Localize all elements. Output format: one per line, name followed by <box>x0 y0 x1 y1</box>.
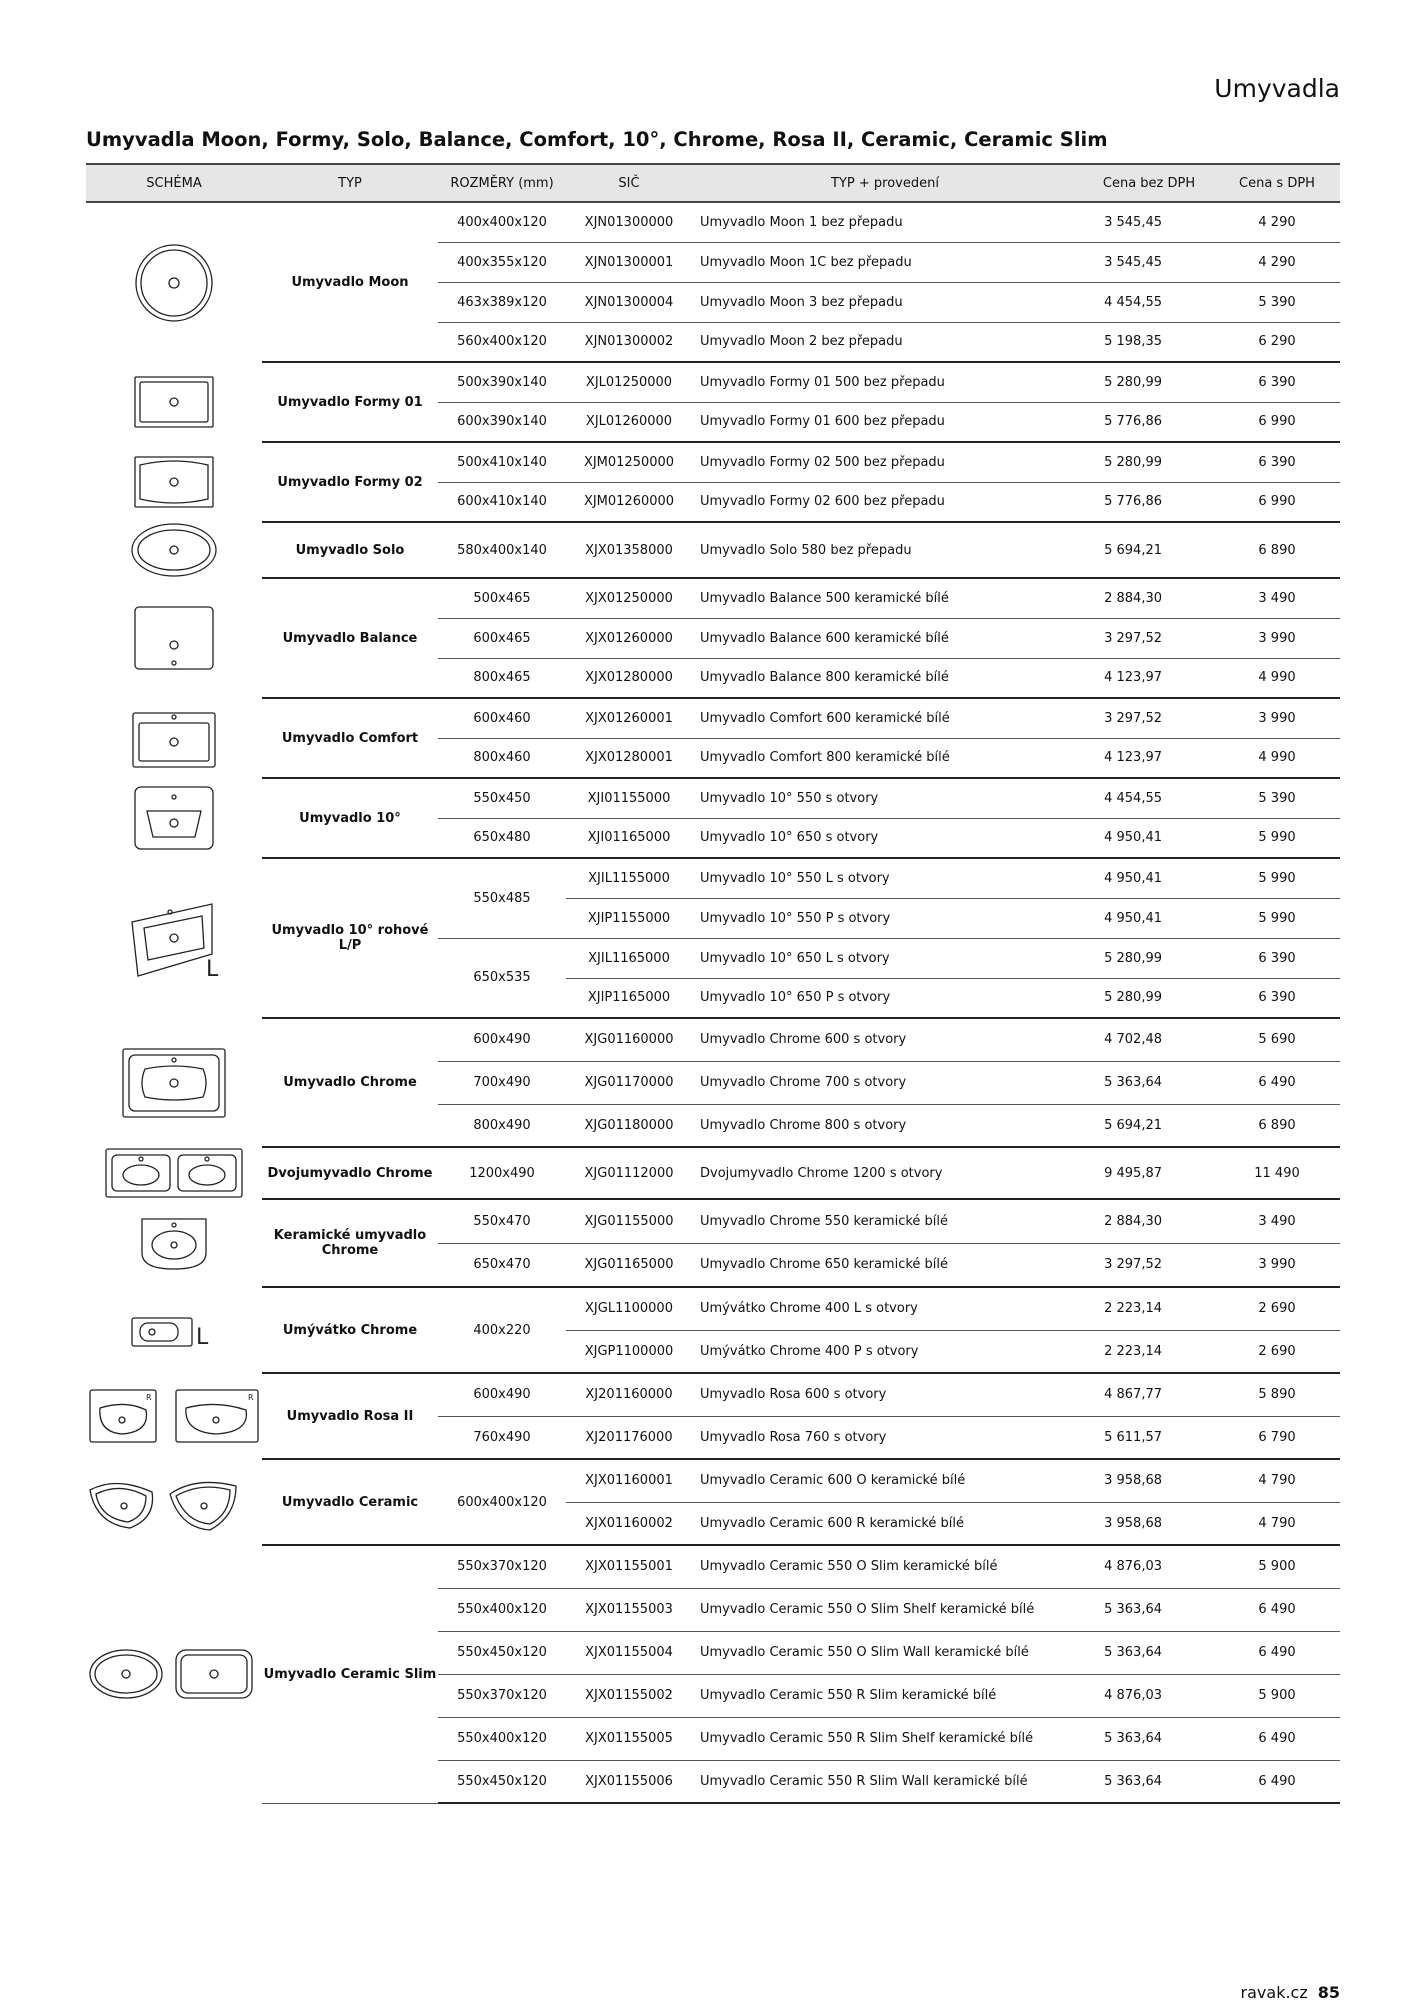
typ-cell: Umyvadlo Solo <box>262 522 438 578</box>
price-with-vat: 6 890 <box>1214 522 1340 578</box>
desc-cell: Umyvadlo Chrome 800 s otvory <box>692 1104 1084 1147</box>
price-without-vat: 5 363,64 <box>1084 1760 1214 1803</box>
price-with-vat: 4 990 <box>1214 658 1340 698</box>
sic-cell: XJX01160001 <box>566 1459 692 1502</box>
schema-cell <box>86 578 262 698</box>
footer <box>1241 1983 1340 2002</box>
price-with-vat: 5 390 <box>1214 282 1340 322</box>
desc-cell: Umyvadlo 10° 650 P s otvory <box>692 978 1084 1018</box>
desc-cell: Umyvadlo Ceramic 600 R keramické bílé <box>692 1502 1084 1545</box>
typ-cell: Umyvadlo 10° rohové L/P <box>262 858 438 1018</box>
sic-cell: XJG01160000 <box>566 1018 692 1061</box>
table-row <box>86 522 1340 578</box>
price-without-vat: 5 198,35 <box>1084 322 1214 362</box>
sic-cell: XJN01300000 <box>566 202 692 242</box>
sic-cell: XJGP1100000 <box>566 1330 692 1373</box>
desc-cell: Umyvadlo Chrome 700 s otvory <box>692 1061 1084 1104</box>
typ-cell: Umyvadlo Formy 02 <box>262 442 438 522</box>
rozmery-cell: 550x370x120 <box>438 1674 566 1717</box>
price-without-vat: 3 958,68 <box>1084 1502 1214 1545</box>
price-with-vat: 5 990 <box>1214 818 1340 858</box>
rozmery-cell: 550x470 <box>438 1199 566 1243</box>
desc-cell: Umyvadlo Comfort 800 keramické bílé <box>692 738 1084 778</box>
side-letter: R <box>248 1393 254 1402</box>
page-number: 85 <box>1317 1983 1340 2002</box>
schema-cell <box>86 1373 262 1459</box>
sink-schema-icon <box>129 243 219 323</box>
schema-cell <box>86 442 262 522</box>
desc-cell: Umyvadlo Balance 800 keramické bílé <box>692 658 1084 698</box>
rozmery-cell: 560x400x120 <box>438 322 566 362</box>
sic-cell: XJIP1155000 <box>566 898 692 938</box>
desc-cell: Umyvadlo Chrome 550 keramické bílé <box>692 1199 1084 1243</box>
sic-cell: XJN01300001 <box>566 242 692 282</box>
price-without-vat: 4 876,03 <box>1084 1545 1214 1588</box>
sic-cell: XJX01155002 <box>566 1674 692 1717</box>
sic-cell: XJG01155000 <box>566 1199 692 1243</box>
price-with-vat: 4 790 <box>1214 1459 1340 1502</box>
typ-cell: Umyvadlo Rosa II <box>262 1373 438 1459</box>
table-header <box>86 164 1340 202</box>
sink-schema-icon <box>86 1646 262 1702</box>
desc-cell: Umyvadlo Formy 02 600 bez přepadu <box>692 482 1084 522</box>
sink-schema-icon <box>129 453 219 511</box>
desc-cell: Umyvadlo Formy 01 500 bez přepadu <box>692 362 1084 402</box>
price-without-vat: 5 363,64 <box>1084 1631 1214 1674</box>
price-without-vat: 2 884,30 <box>1084 578 1214 618</box>
desc-cell: Umyvadlo 10° 550 P s otvory <box>692 898 1084 938</box>
schema-cell <box>86 1199 262 1287</box>
side-letter: L <box>206 957 219 978</box>
desc-cell: Umyvadlo 10° 650 s otvory <box>692 818 1084 858</box>
footer-site: ravak.cz <box>1240 1983 1308 2002</box>
sic-cell: XJ201176000 <box>566 1416 692 1459</box>
sink-schema-icon <box>134 1213 214 1273</box>
schema-cell <box>86 1287 262 1373</box>
price-without-vat: 4 950,41 <box>1084 858 1214 898</box>
typ-cell: Umyvadlo Ceramic <box>262 1459 438 1545</box>
price-with-vat: 6 390 <box>1214 938 1340 978</box>
desc-cell: Umyvadlo Solo 580 bez přepadu <box>692 522 1084 578</box>
schema-cell <box>86 1018 262 1147</box>
rozmery-cell: 550x370x120 <box>438 1545 566 1588</box>
desc-cell: Umyvadlo Formy 02 500 bez přepadu <box>692 442 1084 482</box>
price-without-vat: 2 884,30 <box>1084 1199 1214 1243</box>
rozmery-cell: 760x490 <box>438 1416 566 1459</box>
price-with-vat: 3 490 <box>1214 1199 1340 1243</box>
price-without-vat: 5 363,64 <box>1084 1061 1214 1104</box>
price-without-vat: 5 280,99 <box>1084 938 1214 978</box>
typ-cell: Umyvadlo Moon <box>262 202 438 362</box>
sic-cell: XJG01112000 <box>566 1147 692 1199</box>
sic-cell: XJN01300004 <box>566 282 692 322</box>
table-row <box>86 1199 1340 1243</box>
sic-cell: XJL01260000 <box>566 402 692 442</box>
sic-cell: XJG01180000 <box>566 1104 692 1147</box>
price-without-vat: 4 454,55 <box>1084 778 1214 818</box>
typ-cell: Keramické umyvadlo Chrome <box>262 1199 438 1287</box>
desc-cell: Umyvadlo 10° 650 L s otvory <box>692 938 1084 978</box>
rozmery-cell: 550x450 <box>438 778 566 818</box>
price-with-vat: 2 690 <box>1214 1287 1340 1330</box>
schema-cell <box>86 1545 262 1803</box>
price-with-vat: 6 490 <box>1214 1760 1340 1803</box>
price-without-vat: 3 297,52 <box>1084 1243 1214 1287</box>
sic-cell: XJX01160002 <box>566 1502 692 1545</box>
price-with-vat: 5 990 <box>1214 898 1340 938</box>
price-with-vat: 4 990 <box>1214 738 1340 778</box>
schema-cell <box>86 858 262 1018</box>
sic-cell: XJN01300002 <box>566 322 692 362</box>
price-without-vat: 3 958,68 <box>1084 1459 1214 1502</box>
sink-schema-icon <box>86 1388 262 1444</box>
sic-cell: XJX01155005 <box>566 1717 692 1760</box>
header-rozmery: ROZMĚRY (mm) <box>438 164 566 202</box>
table-row <box>86 1018 1340 1061</box>
schema-cell <box>86 1459 262 1545</box>
page-title: Umyvadla <box>1214 74 1340 103</box>
price-without-vat: 4 123,97 <box>1084 658 1214 698</box>
price-with-vat: 6 990 <box>1214 402 1340 442</box>
desc-cell: Umyvadlo Moon 2 bez přepadu <box>692 322 1084 362</box>
desc-cell: Umyvadlo Balance 500 keramické bílé <box>692 578 1084 618</box>
table-row <box>86 362 1340 402</box>
rozmery-cell: 600x390x140 <box>438 402 566 442</box>
sic-cell: XJ201160000 <box>566 1373 692 1416</box>
price-without-vat: 2 223,14 <box>1084 1330 1214 1373</box>
price-with-vat: 6 390 <box>1214 442 1340 482</box>
rozmery-cell: 600x400x120 <box>438 1459 566 1545</box>
sic-cell: XJIL1155000 <box>566 858 692 898</box>
desc-cell: Umyvadlo Rosa 600 s otvory <box>692 1373 1084 1416</box>
rozmery-cell: 700x490 <box>438 1061 566 1104</box>
typ-cell: Umyvadlo Formy 01 <box>262 362 438 442</box>
price-without-vat: 5 363,64 <box>1084 1588 1214 1631</box>
price-with-vat: 4 290 <box>1214 202 1340 242</box>
price-without-vat: 5 776,86 <box>1084 482 1214 522</box>
rozmery-cell: 463x389x120 <box>438 282 566 322</box>
sic-cell: XJX01260000 <box>566 618 692 658</box>
schema-cell <box>86 1147 262 1199</box>
price-with-vat: 5 390 <box>1214 778 1340 818</box>
sink-schema-icon <box>129 705 219 771</box>
table-row <box>86 202 1340 242</box>
sink-schema-icon <box>124 1310 224 1350</box>
sic-cell: XJM01250000 <box>566 442 692 482</box>
rozmery-cell: 800x465 <box>438 658 566 698</box>
typ-cell: Umyvadlo Chrome <box>262 1018 438 1147</box>
rozmery-cell: 800x490 <box>438 1104 566 1147</box>
sic-cell: XJX01155006 <box>566 1760 692 1803</box>
price-with-vat: 4 290 <box>1214 242 1340 282</box>
desc-cell: Umyvadlo Ceramic 550 O Slim Shelf keramické bílé <box>692 1588 1084 1631</box>
price-with-vat: 3 490 <box>1214 578 1340 618</box>
price-without-vat: 5 280,99 <box>1084 362 1214 402</box>
rozmery-cell: 400x355x120 <box>438 242 566 282</box>
price-without-vat: 5 694,21 <box>1084 1104 1214 1147</box>
price-without-vat: 4 867,77 <box>1084 1373 1214 1416</box>
price-without-vat: 4 702,48 <box>1084 1018 1214 1061</box>
desc-cell: Umyvadlo Formy 01 600 bez přepadu <box>692 402 1084 442</box>
desc-cell: Dvojumyvadlo Chrome 1200 s otvory <box>692 1147 1084 1199</box>
price-with-vat: 5 690 <box>1214 1018 1340 1061</box>
schema-cell <box>86 362 262 442</box>
sink-schema-icon <box>104 1147 244 1199</box>
rozmery-cell: 500x465 <box>438 578 566 618</box>
price-with-vat: 6 290 <box>1214 322 1340 362</box>
price-without-vat: 4 950,41 <box>1084 898 1214 938</box>
rozmery-cell: 650x480 <box>438 818 566 858</box>
rozmery-cell: 550x450x120 <box>438 1631 566 1674</box>
desc-cell: Umyvadlo 10° 550 L s otvory <box>692 858 1084 898</box>
sink-schema-icon <box>129 783 219 853</box>
table-row <box>86 442 1340 482</box>
desc-cell: Umyvadlo Moon 1C bez přepadu <box>692 242 1084 282</box>
sic-cell: XJX01260001 <box>566 698 692 738</box>
price-without-vat: 3 297,52 <box>1084 618 1214 658</box>
table-row <box>86 578 1340 618</box>
rozmery-cell: 600x460 <box>438 698 566 738</box>
sic-cell: XJG01170000 <box>566 1061 692 1104</box>
price-table <box>86 163 1340 1804</box>
sic-cell: XJG01165000 <box>566 1243 692 1287</box>
sic-cell: XJX01155003 <box>566 1588 692 1631</box>
table-row <box>86 1147 1340 1199</box>
typ-cell: Dvojumyvadlo Chrome <box>262 1147 438 1199</box>
sic-cell: XJX01155004 <box>566 1631 692 1674</box>
price-with-vat: 3 990 <box>1214 698 1340 738</box>
desc-cell: Umyvadlo Ceramic 550 O Slim Wall keramické bílé <box>692 1631 1084 1674</box>
sic-cell: XJX01280001 <box>566 738 692 778</box>
sink-schema-icon <box>129 603 219 673</box>
typ-cell: Umyvadlo Comfort <box>262 698 438 778</box>
price-with-vat: 5 890 <box>1214 1373 1340 1416</box>
table-row <box>86 1459 1340 1502</box>
typ-cell: Umývátko Chrome <box>262 1287 438 1373</box>
rozmery-cell: 500x390x140 <box>438 362 566 402</box>
desc-cell: Umyvadlo Ceramic 600 O keramické bílé <box>692 1459 1084 1502</box>
price-with-vat: 5 990 <box>1214 858 1340 898</box>
price-with-vat: 6 490 <box>1214 1061 1340 1104</box>
price-without-vat: 5 363,64 <box>1084 1717 1214 1760</box>
rozmery-cell: 600x490 <box>438 1373 566 1416</box>
desc-cell: Umyvadlo 10° 550 s otvory <box>692 778 1084 818</box>
table-row <box>86 858 1340 898</box>
rozmery-cell: 550x400x120 <box>438 1717 566 1760</box>
sink-schema-icon <box>86 1472 262 1532</box>
price-with-vat: 6 490 <box>1214 1588 1340 1631</box>
desc-cell: Umyvadlo Moon 3 bez přepadu <box>692 282 1084 322</box>
desc-cell: Umyvadlo Ceramic 550 O Slim keramické bílé <box>692 1545 1084 1588</box>
header-typ: TYP <box>262 164 438 202</box>
sink-schema-icon <box>129 373 219 431</box>
schema-cell <box>86 778 262 858</box>
price-with-vat: 11 490 <box>1214 1147 1340 1199</box>
price-with-vat: 5 900 <box>1214 1545 1340 1588</box>
desc-cell: Umyvadlo Chrome 600 s otvory <box>692 1018 1084 1061</box>
price-with-vat: 6 890 <box>1214 1104 1340 1147</box>
rozmery-cell: 550x450x120 <box>438 1760 566 1803</box>
price-with-vat: 4 790 <box>1214 1502 1340 1545</box>
header-cena-bez: Cena bez DPH <box>1084 164 1214 202</box>
sink-schema-icon <box>119 1045 229 1121</box>
price-with-vat: 2 690 <box>1214 1330 1340 1373</box>
sic-cell: XJIL1165000 <box>566 938 692 978</box>
desc-cell: Umyvadlo Ceramic 550 R Slim Shelf keramické bílé <box>692 1717 1084 1760</box>
sic-cell: XJX01280000 <box>566 658 692 698</box>
desc-cell: Umývátko Chrome 400 P s otvory <box>692 1330 1084 1373</box>
price-without-vat: 5 280,99 <box>1084 442 1214 482</box>
sic-cell: XJM01260000 <box>566 482 692 522</box>
price-with-vat: 3 990 <box>1214 618 1340 658</box>
rozmery-cell: 1200x490 <box>438 1147 566 1199</box>
desc-cell: Umyvadlo Chrome 650 keramické bílé <box>692 1243 1084 1287</box>
rozmery-cell: 600x490 <box>438 1018 566 1061</box>
desc-cell: Umyvadlo Ceramic 550 R Slim keramické bílé <box>692 1674 1084 1717</box>
desc-cell: Umyvadlo Ceramic 550 R Slim Wall keramické bílé <box>692 1760 1084 1803</box>
rozmery-cell: 580x400x140 <box>438 522 566 578</box>
header-sic: SIČ <box>566 164 692 202</box>
rozmery-cell: 650x470 <box>438 1243 566 1287</box>
price-with-vat: 6 390 <box>1214 362 1340 402</box>
schema-cell <box>86 698 262 778</box>
typ-cell: Umyvadlo 10° <box>262 778 438 858</box>
table-row <box>86 1373 1340 1416</box>
price-with-vat: 6 490 <box>1214 1631 1340 1674</box>
price-without-vat: 5 776,86 <box>1084 402 1214 442</box>
price-without-vat: 4 454,55 <box>1084 282 1214 322</box>
table-row <box>86 698 1340 738</box>
sink-schema-icon <box>129 522 219 578</box>
desc-cell: Umyvadlo Balance 600 keramické bílé <box>692 618 1084 658</box>
price-without-vat: 3 545,45 <box>1084 242 1214 282</box>
price-with-vat: 6 790 <box>1214 1416 1340 1459</box>
side-letter: R <box>146 1393 152 1402</box>
sic-cell: XJX01358000 <box>566 522 692 578</box>
desc-cell: Umyvadlo Moon 1 bez přepadu <box>692 202 1084 242</box>
desc-cell: Umyvadlo Comfort 600 keramické bílé <box>692 698 1084 738</box>
rozmery-cell: 650x535 <box>438 938 566 1018</box>
typ-cell: Umyvadlo Balance <box>262 578 438 698</box>
price-without-vat: 3 297,52 <box>1084 698 1214 738</box>
price-with-vat: 6 390 <box>1214 978 1340 1018</box>
rozmery-cell: 550x400x120 <box>438 1588 566 1631</box>
price-without-vat: 5 280,99 <box>1084 978 1214 1018</box>
rozmery-cell: 550x485 <box>438 858 566 938</box>
section-title: Umyvadla Moon, Formy, Solo, Balance, Comfort, 10°, Chrome, Rosa II, Ceramic, Ceramic Slim <box>86 128 1108 151</box>
desc-cell: Umyvadlo Rosa 760 s otvory <box>692 1416 1084 1459</box>
sic-cell: XJGL1100000 <box>566 1287 692 1330</box>
price-without-vat: 4 876,03 <box>1084 1674 1214 1717</box>
price-with-vat: 3 990 <box>1214 1243 1340 1287</box>
desc-cell: Umývátko Chrome 400 L s otvory <box>692 1287 1084 1330</box>
table-row <box>86 778 1340 818</box>
sic-cell: XJL01250000 <box>566 362 692 402</box>
rozmery-cell: 600x465 <box>438 618 566 658</box>
sink-schema-icon <box>126 898 222 978</box>
rozmery-cell: 400x400x120 <box>438 202 566 242</box>
side-letter: L <box>196 1325 209 1350</box>
rozmery-cell: 600x410x140 <box>438 482 566 522</box>
price-without-vat: 5 611,57 <box>1084 1416 1214 1459</box>
price-without-vat: 4 123,97 <box>1084 738 1214 778</box>
header-desc: TYP + provedení <box>692 164 1084 202</box>
price-without-vat: 2 223,14 <box>1084 1287 1214 1330</box>
table-row <box>86 1545 1340 1588</box>
price-without-vat: 3 545,45 <box>1084 202 1214 242</box>
sic-cell: XJI01155000 <box>566 778 692 818</box>
table-row <box>86 1287 1340 1330</box>
rozmery-cell: 800x460 <box>438 738 566 778</box>
rozmery-cell: 500x410x140 <box>438 442 566 482</box>
price-without-vat: 5 694,21 <box>1084 522 1214 578</box>
sic-cell: XJIP1165000 <box>566 978 692 1018</box>
sic-cell: XJI01165000 <box>566 818 692 858</box>
price-without-vat: 4 950,41 <box>1084 818 1214 858</box>
header-cena-s: Cena s DPH <box>1214 164 1340 202</box>
price-with-vat: 5 900 <box>1214 1674 1340 1717</box>
typ-cell: Umyvadlo Ceramic Slim <box>262 1545 438 1803</box>
price-with-vat: 6 990 <box>1214 482 1340 522</box>
schema-cell <box>86 202 262 362</box>
price-with-vat: 6 490 <box>1214 1717 1340 1760</box>
header-schema: SCHÉMA <box>86 164 262 202</box>
sic-cell: XJX01155001 <box>566 1545 692 1588</box>
schema-cell <box>86 522 262 578</box>
rozmery-cell: 400x220 <box>438 1287 566 1373</box>
price-without-vat: 9 495,87 <box>1084 1147 1214 1199</box>
sic-cell: XJX01250000 <box>566 578 692 618</box>
